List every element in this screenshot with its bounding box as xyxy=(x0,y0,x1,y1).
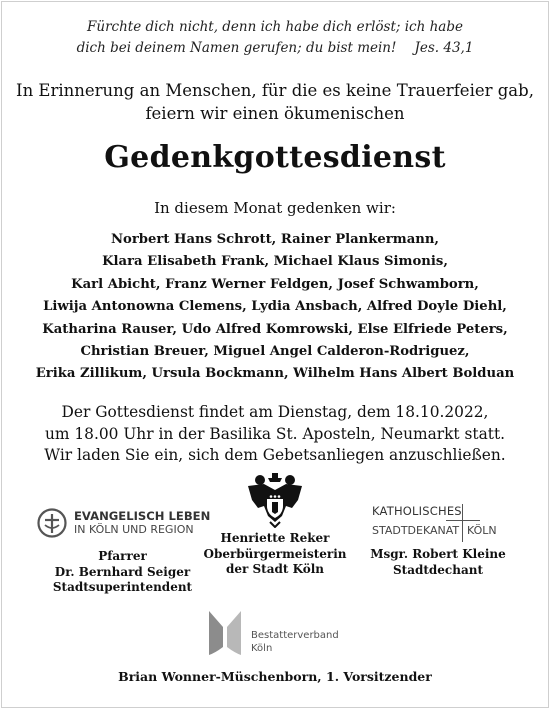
intro-line-2: feiern wir einen ökumenischen xyxy=(145,104,405,123)
page-title: Gedenkgottesdienst xyxy=(104,140,446,175)
cross-circle-icon xyxy=(36,507,68,539)
footer-signature: Brian Wonner-Müschenborn, 1. Vorsitzender xyxy=(118,669,432,684)
details-line: um 18.00 Uhr in der Basilika St. Aposteln, Neumarkt statt. xyxy=(44,424,506,443)
quote-line-1: Fürchte dich nicht, denn ich habe dich erlöst; ich habe xyxy=(87,19,463,35)
details-line: Wir laden Sie ein, sich dem Gebetsanliegen anzuschließen. xyxy=(44,446,506,464)
katholisch-caption xyxy=(362,547,514,578)
service-details xyxy=(0,402,550,467)
bible-quote xyxy=(0,17,550,59)
caption-line: der Stadt Köln xyxy=(225,562,325,576)
details-line: Der Gottesdienst findet am Dienstag, dem 18.10.2022, xyxy=(61,403,489,421)
eagle-crest-icon xyxy=(246,472,304,528)
katholisch-logo xyxy=(362,500,514,544)
names-line: Erika Zillikum, Ursula Bockmann, Wilhelm Hans Albert Bolduan xyxy=(35,366,515,382)
quote-line-2-text: dich bei deinem Namen gerufen; du bist mein! xyxy=(76,40,397,56)
subtitle: In diesem Monat gedenken wir: xyxy=(154,199,396,217)
names-line: Norbert Hans Schrott, Rainer Plankermann, xyxy=(110,232,440,247)
katholisch-logo-line-2a: STADTDEKANAT xyxy=(372,524,460,537)
evangelisch-logo-line-1: EVANGELISCH LEBEN xyxy=(74,509,211,523)
caption-line: Stadtsuperintendent xyxy=(52,580,193,594)
quote-reference: Jes. 43,1 xyxy=(414,40,474,56)
quote-line-2 xyxy=(0,38,550,59)
evangelisch-logo xyxy=(30,503,215,543)
names-line: Katharina Rauser, Udo Alfred Komrowski, Else Elfriede Peters, xyxy=(42,321,508,337)
caption-line: Oberbürgermeisterin xyxy=(203,546,347,561)
org-katholisch xyxy=(362,500,514,578)
bestatterverband-logo xyxy=(206,609,356,659)
katholisch-logo-line-1: KATHOLISCHES xyxy=(372,504,462,518)
evangelisch-caption xyxy=(30,549,215,596)
caption-line: Pfarrer xyxy=(98,549,147,563)
names-line: Christian Breuer, Miguel Angel Calderon-Rodriguez, xyxy=(80,344,470,360)
names-line: Karl Abicht, Franz Werner Feldgen, Josef Schwamborn, xyxy=(71,276,479,292)
stadt-caption xyxy=(200,531,350,578)
org-evangelisch xyxy=(30,503,215,596)
intro-line-1: In Erinnerung an Menschen, für die es keine Trauerfeier gab, xyxy=(16,81,534,100)
caption-line: Stadtdechant xyxy=(392,562,484,577)
bestatter-logo-line-2: Köln xyxy=(251,643,273,654)
names-list xyxy=(0,229,550,386)
org-stadt-koeln xyxy=(200,472,350,578)
caption-line: Msgr. Robert Kleine xyxy=(370,547,506,561)
caption-line: Henriette Reker xyxy=(220,531,330,545)
evangelisch-logo-line-2: IN KÖLN UND REGION xyxy=(74,523,194,536)
bestatter-logo-line-1: Bestatterverband xyxy=(251,630,339,641)
names-line: Klara Elisabeth Frank, Michael Klaus Simonis, xyxy=(102,254,448,270)
butterfly-icon xyxy=(206,609,244,657)
intro-text xyxy=(0,79,550,125)
cross-icon xyxy=(462,504,463,542)
katholisch-logo-line-2b: KÖLN xyxy=(467,524,497,537)
names-line: Liwija Antonowna Clemens, Lydia Ansbach, Alfred Doyle Diehl, xyxy=(43,299,507,315)
caption-line: Dr. Bernhard Seiger xyxy=(54,564,191,579)
cross-bar xyxy=(446,520,480,521)
